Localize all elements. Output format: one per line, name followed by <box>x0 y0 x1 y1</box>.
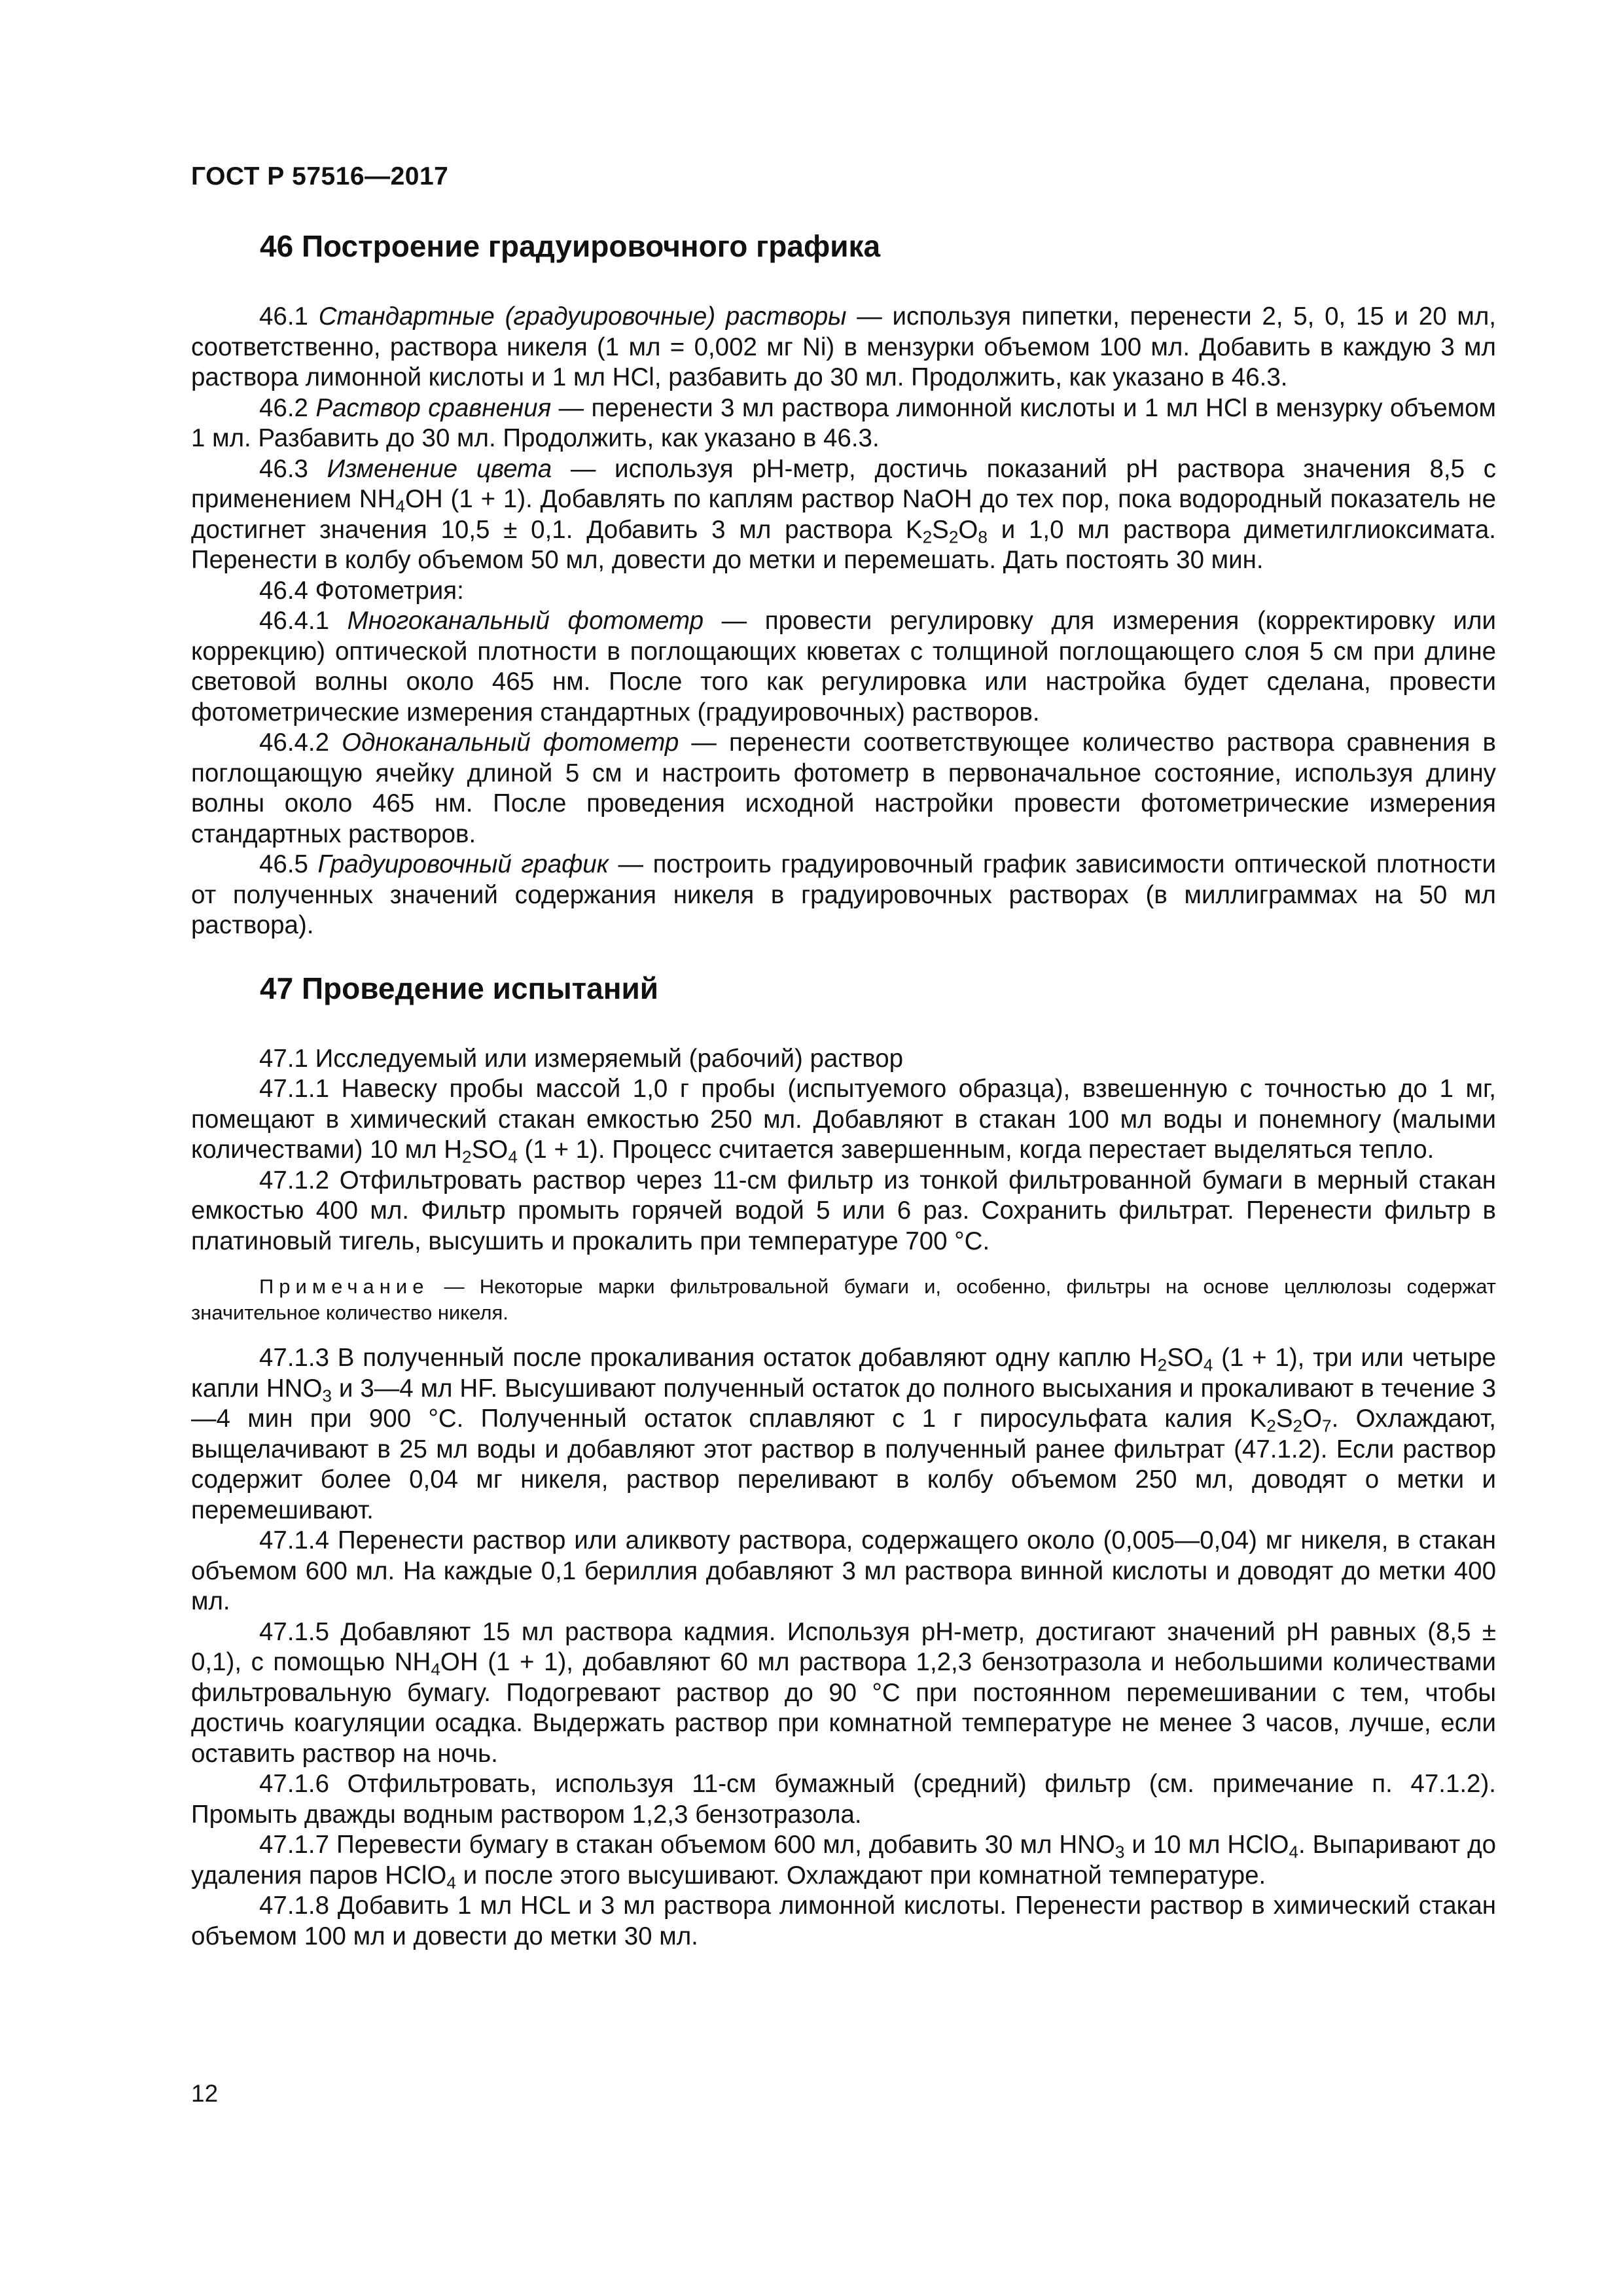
clause-text: — используя pH-метр, достичь показаний pH раствора значения 8,5 с применением NH <box>191 454 1496 513</box>
subscript: 3 <box>1115 1842 1125 1862</box>
section-46-heading: 46 Построение градуировочного графика <box>260 229 881 263</box>
subscript: 4 <box>431 1659 440 1679</box>
subscript: 2 <box>948 526 959 547</box>
paragraph-47-1-4: 47.1.4 Перенести раствор или аликвоту раствора, содержащего около (0,005—0,04) мг никеля, в стакан объемом 600 мл. На каждые 0,1 бериллия добавляют 3 мл раствора винной кислоты и доводят до метки 400 мл. <box>191 1526 1496 1615</box>
note <box>191 1274 1496 1326</box>
clause-text: (1 + 1). Процесс считается завершенным, когда перестает выделяться тепло. <box>517 1136 1435 1164</box>
paragraph-46-4-1 <box>191 606 1496 728</box>
clause-term: Одноканальный фотометр <box>342 728 679 757</box>
page-number: 12 <box>191 2080 219 2107</box>
paragraph-47-1-7 <box>191 1830 1496 1891</box>
chem-symbol: O <box>1302 1405 1323 1433</box>
clause-text: 47.1.1 Навеску пробы массой 1,0 г пробы (испытуемого образца), взвешенную с точностью до 1 мг, помещают в химический стакан емкостью 250 мл. Добавляют в стакан 100 мл воды и понемногу (малыми количествами) 10 мл H <box>191 1075 1496 1164</box>
page-content <box>191 228 1496 1952</box>
paragraph-47-1: 47.1 Исследуемый или измеряемый (рабочий) раствор <box>259 1044 904 1073</box>
document-code-header: ГОСТ Р 57516—2017 <box>191 162 449 190</box>
note-label: Примечание <box>259 1275 429 1298</box>
paragraph-47-1-5 <box>191 1617 1496 1770</box>
clause-term: Стандартные (градуировочные) растворы <box>318 302 847 331</box>
subscript: 4 <box>1203 1355 1213 1375</box>
note-text: — Некоторые марки фильтровальной бумаги и, особенно, фильтры на основе целлюлозы содержат значительное количество никеля. <box>191 1275 1496 1324</box>
clause-term: Изменение цвета <box>327 454 552 483</box>
paragraph-47-1-3 <box>191 1343 1496 1526</box>
paragraph-46-2 <box>191 393 1496 454</box>
clause-text: и 10 мл HClO <box>1124 1831 1289 1859</box>
chem-symbol: O <box>958 515 978 544</box>
clause-text: — построить градуировочный график зависимости оптической плотности от полученных значений содержания никеля в градуировочных растворах (в миллиграммах на 50 мл раствора). <box>191 850 1496 939</box>
paragraph-47-1-1 <box>191 1074 1496 1166</box>
paragraph-47-1-6: 47.1.6 Отфильтровать, используя 11-см бумажный (средний) фильтр (см. примечание п. 47.1.2). Промыть дважды водным раствором 1,2,3 бензотразола. <box>191 1770 1496 1829</box>
subscript: 4 <box>395 496 405 516</box>
clause-text: — перенести соответствующее количество раствора сравнения в поглощающую ячейку длиной 5 см и настроить фотометр в первоначальное состояние, используя длину волны около 465 нм. После проведения исходной настройки провести фотометрические измерения стандартных растворов. <box>191 728 1496 848</box>
subscript: 2 <box>1266 1416 1276 1436</box>
clause-text: — используя пипетки, перенести 2, 5, 0, 15 и 20 мл, соответственно, раствора никеля (1 мл = 0,002 мг Ni) в мензурки объемом 100 мл. Добавить в каждую 3 мл раствора лимонной кислоты и 1 мл HCl, разбавить до 30 мл. Продолжить, как указано в 46.3. <box>191 302 1496 391</box>
clause-text: 47.1.3 В полученный после прокаливания остаток добавляют одну каплю H <box>259 1344 1158 1372</box>
clause-text: — перенести 3 мл раствора лимонной кислоты и 1 мл HCl в мензурку объемом 1 мл. Разбавить до 30 мл. Продолжить, как указано в 46.3. <box>191 393 1496 452</box>
chem-symbol: SO <box>1167 1344 1204 1372</box>
clause-term: Градуировочный график <box>317 850 609 878</box>
subscript: 2 <box>922 526 933 547</box>
clause-number: 46.2 <box>259 393 316 422</box>
clause-number: 46.1 <box>259 302 319 331</box>
clause-number: 46.4.1 <box>259 607 348 635</box>
paragraph-47-1-2: 47.1.2 Отфильтровать раствор через 11-см фильтр из тонкой фильтрованной бумаги в мерный стакан емкостью 400 мл. Фильтр промыть горячей водой 5 или 6 раз. Сохранить фильтрат. Перенести фильтр в платиновый тигель, высушить и прокалить при температуре 700 °С. <box>191 1166 1496 1255</box>
subscript: 2 <box>1157 1355 1168 1375</box>
clause-term: Многоканальный фотометр <box>347 607 704 635</box>
subscript: 4 <box>1289 1842 1298 1862</box>
paragraph-46-3 <box>191 454 1496 576</box>
clause-text: (1 + 1), три или четыре капли HNO <box>191 1344 1496 1403</box>
chem-symbol: SO <box>471 1136 508 1164</box>
paragraph-46-4-2 <box>191 728 1496 850</box>
subscript: 2 <box>1293 1416 1303 1436</box>
subscript: 4 <box>508 1147 518 1167</box>
subscript: 7 <box>1322 1416 1332 1436</box>
clause-number: 46.5 <box>259 850 318 878</box>
chem-symbol: S <box>932 515 949 544</box>
clause-term: Раствор сравнения <box>315 393 552 422</box>
clause-text: . Выпаривают до удаления паров HClO <box>191 1831 1496 1890</box>
clause-text: и после этого высушивают. Охлаждают при комнатной температуре. <box>455 1861 1266 1890</box>
clause-text: 47.1.5 Добавляют 15 мл раствора кадмия. Используя pH-метр, достигают значений pH равных (8,5 ± 0,1), с помощью NH <box>191 1617 1496 1676</box>
chem-symbol: S <box>1275 1405 1293 1433</box>
paragraph-46-5 <box>191 850 1496 941</box>
clause-number: 46.4.2 <box>259 728 342 757</box>
subscript: 3 <box>322 1385 332 1405</box>
clause-text: OH (1 + 1). Добавлять по каплям раствор NaOH до тех пор, пока водородный показатель не достигнет значения 10,5 ± 0,1. Добавить 3 мл раствора K <box>191 485 1496 544</box>
subscript: 4 <box>446 1872 456 1892</box>
subscript: 2 <box>462 1147 472 1167</box>
paragraph-46-4: 46.4 Фотометрия: <box>259 576 464 605</box>
subscript: 8 <box>978 526 988 547</box>
clause-text: и 3—4 мл HF. Высушивают полученный остаток до полного высыхания и прокаливают в течение 3—4 мин при 900 °С. Полученный остаток сплавляют с 1 г пиросульфата калия K <box>191 1374 1497 1433</box>
section-47-heading: 47 Проведение испытаний <box>260 971 659 1005</box>
clause-text: . Охлаждают, выщелачивают в 25 мл воды и добавляют этот раствор в полученный ранее фильтрат (47.1.2). Если раствор содержит более 0,04 мг никеля, раствор переливают в колбу объемом 250 мл, доводят о метки и перемешивают. <box>191 1405 1496 1524</box>
clause-text: — провести регулировку для измерения (корректировку или коррекцию) оптической плотности в поглощающих кюветах с толщиной поглощающего слоя 5 см при длине световой волны около 465 нм. После того как регулировка или настройка будет сделана, провести фотометрические измерения стандартных (градуировочных) растворов. <box>191 607 1496 726</box>
clause-text: и 1,0 мл раствора диметилглиоксимата. Перенести в колбу объемом 50 мл, довести до метки и перемешать. Дать постоять 30 мин. <box>191 515 1496 574</box>
clause-text: OH (1 + 1), добавляют 60 мл раствора 1,2,3 бензотразола и небольшими количествами фильтровальную бумагу. Подогревают раствор до 90 °С при постоянном перемешивании с тем, чтобы достичь коагуляции осадка. Выдержать раствор при комнатной температуре не менее 3 часов, лучше, если оставить раствор на ночь. <box>191 1648 1497 1768</box>
clause-number: 46.3 <box>259 454 327 483</box>
clause-text: 47.1.7 Перевести бумагу в стакан объемом 600 мл, добавить 30 мл HNO <box>259 1831 1115 1859</box>
paragraph-46-1 <box>191 302 1496 393</box>
paragraph-47-1-8: 47.1.8 Добавить 1 мл HCL и 3 мл раствора лимонной кислоты. Перенести раствор в химический стакан объемом 100 мл и довести до метки 30 мл. <box>191 1892 1496 1950</box>
